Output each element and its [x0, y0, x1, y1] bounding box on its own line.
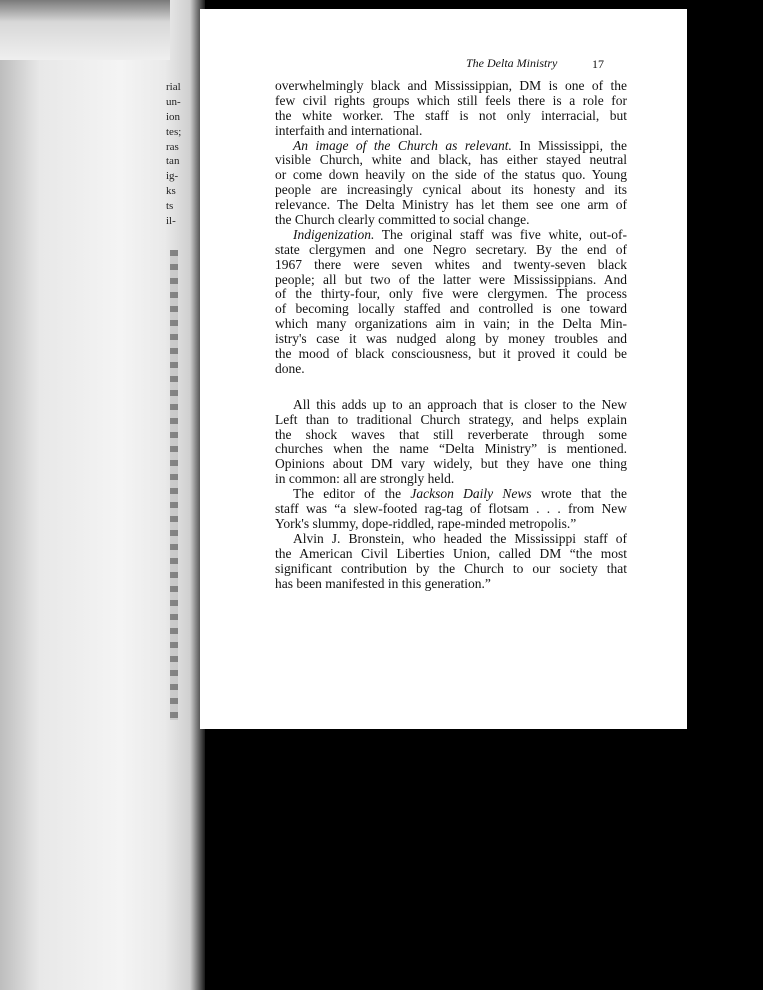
text-line: relevance. The Delta Ministry has let them see one arm of [275, 197, 627, 213]
text-line: people are increasingly cynical about its honesty and its [275, 182, 627, 198]
fragment: rial [166, 81, 181, 93]
left-page-fragments [166, 80, 186, 229]
text-line: of becoming locally staffed and controlled is one toward [275, 301, 627, 317]
text-line: done. [275, 360, 305, 376]
text-line: which many organizations aim in vain; in the Delta Min- [275, 316, 627, 332]
text-line: The editor of the Jackson Daily News wrote that the [293, 486, 627, 502]
fragment: un- [166, 95, 181, 108]
text-line: the mood of black consciousness, but it proved it could be [275, 346, 627, 362]
fragment: ras [166, 140, 179, 153]
text-line: in common: all are strongly held. [275, 471, 455, 487]
dark-background [687, 0, 763, 990]
section-break [275, 377, 627, 392]
fragment: ig- [166, 170, 179, 183]
text-line: staff was “a slew-footed rag-tag of flotsam . . . from New [275, 501, 627, 517]
running-head: The Delta Ministry [466, 56, 558, 70]
text-line: istry's case it was nudged along by money troubles and [275, 331, 627, 347]
text-line: the shock waves that still reverberate through some [275, 426, 627, 442]
left-page-shadow [0, 0, 170, 60]
text-line: of the thirty-four, only five were clergymen. The process [275, 286, 627, 302]
fragment: ts [166, 200, 174, 213]
page-binding [170, 250, 178, 720]
page-number: 17 [592, 57, 604, 71]
text-line: people; all but two of the latter were Mississippians. And [275, 271, 627, 287]
section-heading: Indigenization. [293, 226, 375, 242]
text-line: An image of the Church as relevant. In Mississippi, the [293, 137, 627, 153]
text-line: or come down heavily on the side of the status quo. Young [275, 167, 627, 183]
text-line: Alvin J. Bronstein, who headed the Mississippi staff of [293, 530, 627, 546]
text-line: the American Civil Liberties Union, called DM “the most [275, 545, 627, 561]
newspaper-title: Jackson Daily News [410, 486, 532, 502]
text-line: visible Church, white and black, has either stayed neutral [275, 152, 627, 168]
text-line: 1967 there were seven whites and twenty-seven black [275, 256, 627, 272]
text-line: churches when the name “Delta Ministry” is mentioned. [275, 441, 627, 457]
text-line: the white worker. The staff is not only interracial, but [275, 107, 627, 123]
fragment: tes; [166, 125, 182, 138]
text-line: overwhelmingly black and Mississippian, DM is one of the [275, 78, 627, 93]
fragment: ks [166, 185, 176, 198]
text-line: Opinions about DM vary widely, but they have one thing [275, 456, 627, 472]
body-text [275, 79, 627, 591]
text-line: York's slummy, dope-riddled, rape-minded metropolis.” [275, 515, 577, 531]
text-line: interfaith and international. [275, 122, 423, 138]
text-line: has been manifested in this generation.” [275, 575, 491, 591]
fragment: il- [166, 215, 176, 228]
text-line: state clergymen and one Negro secretary. By the end of [275, 241, 627, 257]
text-line: Indigenization. The original staff was five white, out-of- [293, 226, 627, 242]
text-line: Left than to traditional Church strategy, and helps explain [275, 411, 627, 427]
fragment: ion [166, 110, 181, 123]
fragment: tan [166, 155, 180, 168]
text-line: the Church clearly committed to social change. [275, 212, 530, 228]
text-line: significant contribution by the Church to our society that [275, 560, 627, 576]
section-heading: An image of the Church as relevant. [293, 137, 512, 153]
text-line: All this adds up to an approach that is closer to the New [293, 396, 627, 412]
text-line: few civil rights groups which still feels there is a role for [275, 92, 627, 108]
